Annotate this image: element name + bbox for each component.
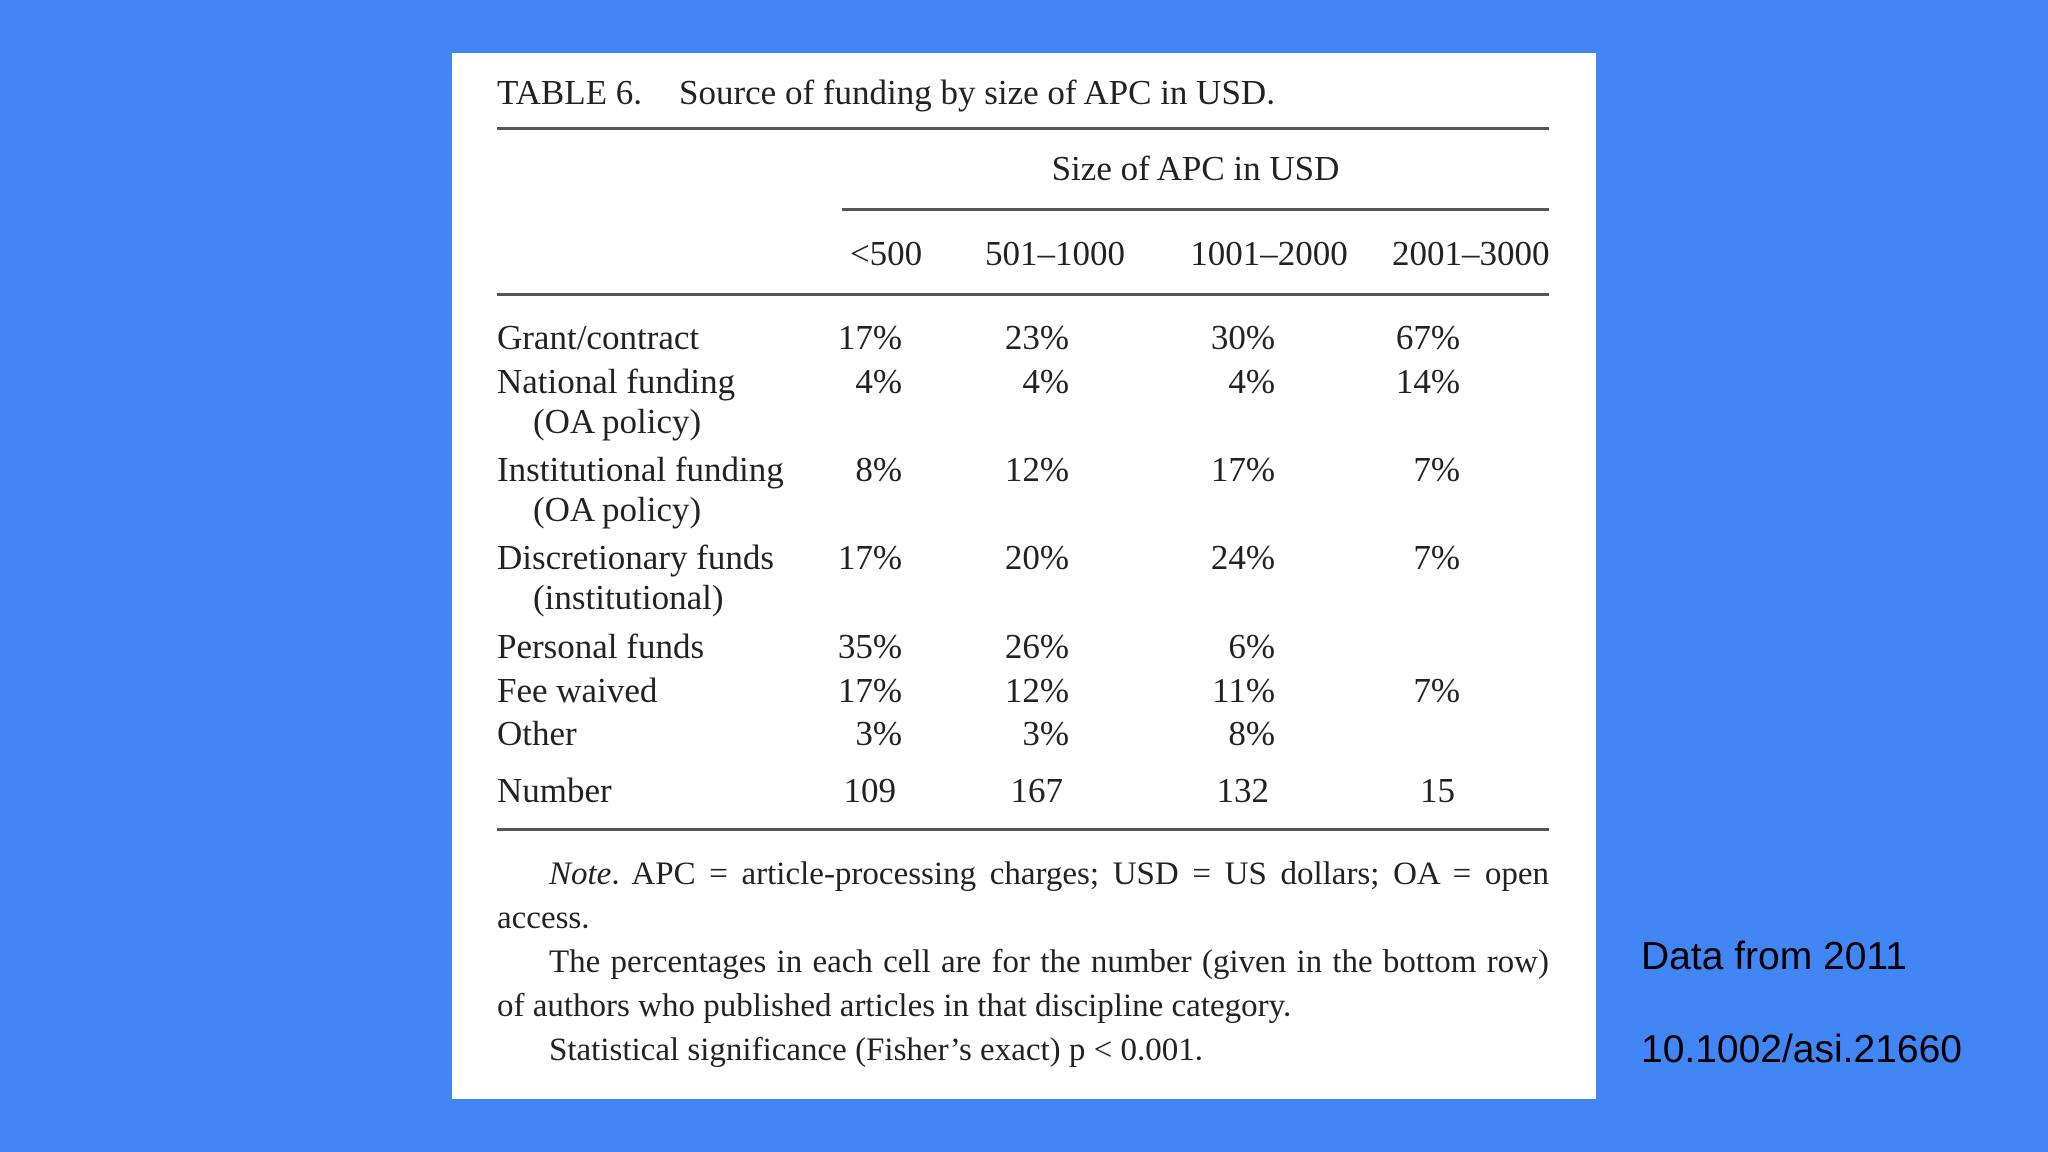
- number-cell: 132: [1216, 771, 1269, 810]
- table-caption-number: TABLE 6.: [497, 73, 642, 112]
- table-cell: 11%: [1212, 671, 1275, 710]
- number-row-label: Number: [497, 771, 612, 810]
- note-significance: Statistical significance (Fisher’s exact) p < 0.001.: [549, 1032, 1204, 1068]
- row-label-subtext: (OA policy): [533, 402, 702, 441]
- row-label: [497, 362, 735, 442]
- table-cell: 17%: [837, 318, 902, 357]
- table-cell: 23%: [1004, 318, 1069, 357]
- table-cell: 7%: [1413, 538, 1460, 577]
- table-cell: 17%: [837, 538, 902, 577]
- data-year-note: Data from 2011: [1641, 935, 1907, 978]
- table-cell: 8%: [855, 450, 902, 489]
- table-notes: [497, 852, 1549, 1072]
- row-label-text: Institutional funding: [497, 450, 784, 489]
- note-text: . APC = article-processing charges; USD = US dollars; OA = open access.: [497, 856, 1549, 936]
- row-label: [497, 627, 704, 667]
- table-cell: 12%: [1004, 671, 1069, 710]
- row-label: [497, 714, 577, 754]
- table-cell: 35%: [837, 627, 902, 666]
- row-label: [497, 450, 784, 530]
- table-cell: 17%: [1210, 450, 1275, 489]
- row-label-text: Fee waived: [497, 671, 658, 710]
- note-label: Note: [549, 856, 612, 892]
- row-label: [497, 318, 699, 358]
- table-cell: 7%: [1413, 450, 1460, 489]
- number-cell: 15: [1420, 771, 1455, 810]
- column-header: 501–1000: [985, 234, 1125, 273]
- number-cell: 109: [843, 771, 896, 810]
- table-cell: 6%: [1228, 627, 1275, 666]
- table-cell: 3%: [1022, 714, 1069, 753]
- table-cell: 3%: [855, 714, 902, 753]
- table-cell: 4%: [1022, 362, 1069, 401]
- table-cell: 67%: [1395, 318, 1460, 357]
- header-rule: [497, 293, 1549, 296]
- row-label-subtext: (institutional): [533, 578, 724, 617]
- column-header: 1001–2000: [1190, 234, 1348, 273]
- table-cell: 12%: [1004, 450, 1069, 489]
- table-cell: 30%: [1210, 318, 1275, 357]
- row-label: [497, 671, 657, 711]
- row-label-text: Discretionary funds: [497, 538, 775, 577]
- table-cell: 14%: [1395, 362, 1460, 401]
- row-label: [497, 538, 774, 618]
- table-cell: 26%: [1004, 627, 1069, 666]
- top-rule: [497, 127, 1549, 130]
- bottom-rule: [497, 828, 1549, 831]
- span-header-rule: [842, 208, 1549, 211]
- column-header: <500: [849, 234, 923, 273]
- column-header: 2001–3000: [1392, 234, 1550, 273]
- note-percentages: The percentages in each cell are for the number (given in the bottom row) of authors who published articles in that discipline category.: [497, 944, 1549, 1024]
- row-label-subtext: (OA policy): [533, 490, 702, 529]
- number-cell: 167: [1010, 771, 1063, 810]
- row-label-text: National funding: [497, 362, 736, 401]
- table-cell: 8%: [1228, 714, 1275, 753]
- table-image-card: [452, 53, 1596, 1099]
- span-header: Size of APC in USD: [1051, 149, 1340, 188]
- note-definitions: [497, 852, 1549, 940]
- row-label-text: Personal funds: [497, 627, 705, 666]
- table-cell: 4%: [1228, 362, 1275, 401]
- table-cell: 24%: [1210, 538, 1275, 577]
- table-cell: 20%: [1004, 538, 1069, 577]
- row-label-text: Grant/contract: [497, 318, 700, 357]
- table-caption-text: Source of funding by size of APC in USD.: [679, 73, 1275, 112]
- table-caption: [497, 73, 1275, 113]
- table-cell: 7%: [1413, 671, 1460, 710]
- table-cell: 17%: [837, 671, 902, 710]
- table-cell: 4%: [855, 362, 902, 401]
- doi-text: 10.1002/asi.21660: [1641, 1028, 1962, 1071]
- row-label-text: Other: [497, 714, 577, 753]
